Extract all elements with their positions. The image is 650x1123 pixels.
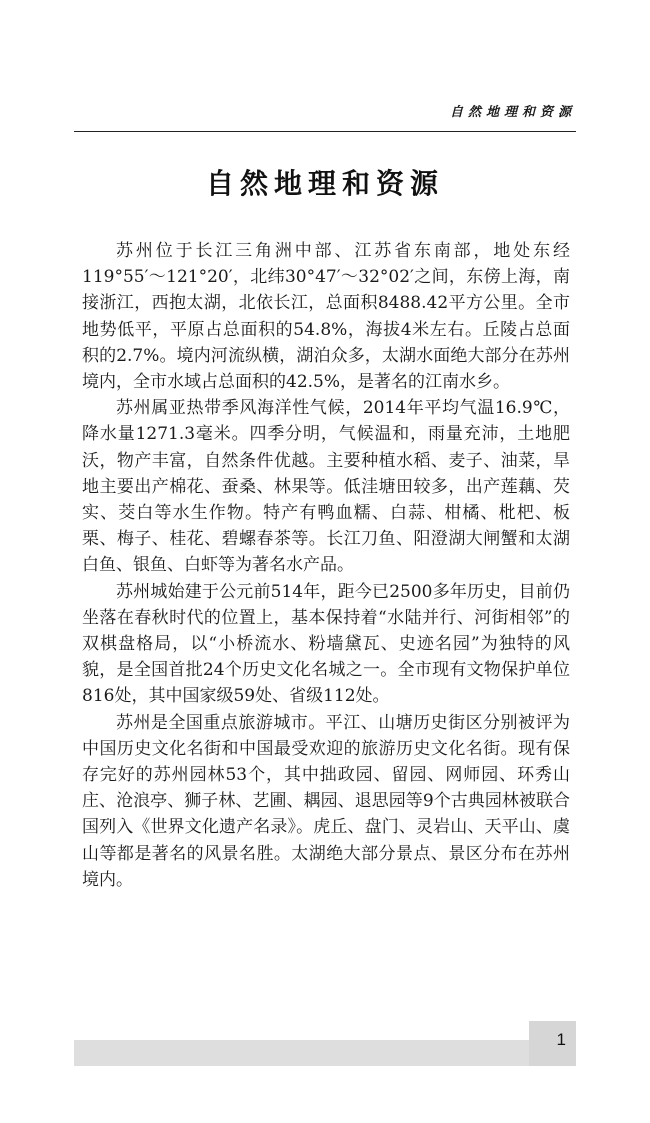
paragraph-tourism: 苏州是全国重点旅游城市。平江、山塘历史街区分别被评为中国历史文化名街和中国最受欢迎的旅游历史文化名街。现有保存完好的苏州园林53个，其中拙政园、留园、网师园、环秀山庄、沧浪亭、狮子林、艺圃、耦园、退思园等9个古典园林被联合国列入《世界文化遗产名录》。虎丘、盘门、灵岩山、天平山、虞山等都是著名的风景名胜。太湖绝大部分景点、景区分布在苏州境内。 <box>82 712 570 890</box>
page-title: 自然地理和资源 <box>205 166 444 200</box>
running-head: 自然地理和资源 <box>449 105 576 120</box>
paragraph-location: 苏州位于长江三角洲中部、江苏省东南部，地处东经119°55′～121°20′，北纬30°47′～32°02′之间，东傍上海，南接浙江，西抱太湖，北依长江，总面积8488.42平方公里。全市地势低平，平原占总面积的54.8%，海拔4米左右。丘陵占总面积的2.7%。境内河流纵横，湖泊众多，太湖水面绝大部分在苏州境内，全市水域占总面积的42.5%，是著名的江南水乡。 <box>82 241 570 393</box>
body-text <box>82 238 570 893</box>
page-number: 1 <box>556 1030 566 1049</box>
page-number-tab <box>529 1021 576 1066</box>
header-rule <box>74 131 576 132</box>
paragraph-climate: 苏州属亚热带季风海洋性气候，2014年平均气温16.9℃，降水量1271.3毫米。四季分明，气候温和，雨量充沛，土地肥沃，物产丰富，自然条件优越。主要种植水稻、麦子、油菜，旱地主要出产棉花、蚕桑、林果等。低洼塘田较多，出产莲藕、芡实、茭白等水生作物。特产有鸭血糯、白蒜、柑橘、枇杷、板栗、梅子、桂花、碧螺春茶等。长江刀鱼、阳澄湖大闸蟹和太湖白鱼、银鱼、白虾等为著名水产品。 <box>82 398 570 576</box>
paragraph-history: 苏州城始建于公元前514年，距今已2500多年历史，目前仍坐落在春秋时代的位置上，基本保持着“水陆并行、河街相邻”的双棋盘格局，以“小桥流水、粉墙黛瓦、史迹名园”为独特的风貌，是全国首批24个历史文化名城之一。全市现有文物保护单位816处，其中国家级59处、省级112处。 <box>82 581 570 707</box>
footer-band <box>74 1040 576 1066</box>
